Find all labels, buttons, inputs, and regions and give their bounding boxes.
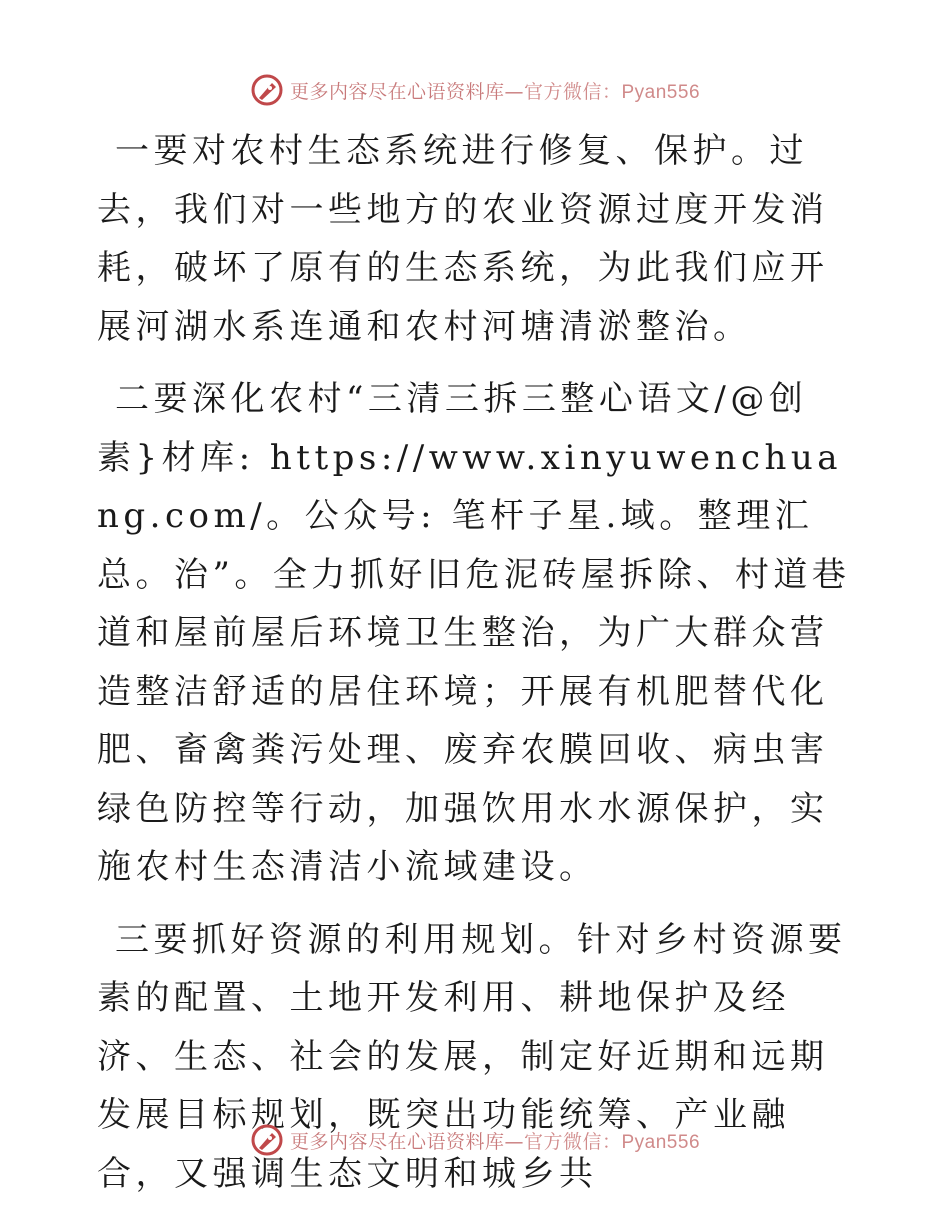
watermark-wechat-id: Pyan556 <box>621 81 701 103</box>
document-body <box>97 122 857 1217</box>
watermark-text <box>290 77 700 104</box>
watermark-main: 更多内容尽在心语资料库 <box>289 1130 505 1153</box>
footer-watermark <box>0 1120 950 1160</box>
pen-nib-logo-icon <box>250 73 284 107</box>
watermark-separator: — <box>504 80 524 103</box>
watermark-wechat-id: Pyan556 <box>621 1131 701 1153</box>
paragraph-3: 三要抓好资源的利用规划。针对乡村资源要素的配置、土地开发利用、耕地保护及经济、生态、社会的发展，制定好近期和远期发展目标规划，既突出功能统筹、产业融合，又强调生态文明和城乡共 <box>97 919 847 1194</box>
watermark-text <box>290 1127 700 1154</box>
watermark-main: 更多内容尽在心语资料库 <box>289 80 505 103</box>
watermark-separator: — <box>504 1130 524 1153</box>
paragraph-2: 二要深化农村“三清三拆三整心语文/@创素}材库: https://www.xinyuwenchuang.com/。公众号: 笔杆子星.域。整理汇总。治”。全力抓好旧危泥砖屋拆除、村道巷道和屋前屋后环境卫生整治，为广大群众营造整洁舒适的居住环境；开展有机肥替代化肥、畜禽粪污处理、废弃农膜回收、病虫害绿色防控等行动，加强饮用水水源保护，实施农村生态清洁小流域建设。 <box>97 379 851 887</box>
watermark-wechat-label: 官方微信： <box>523 80 622 103</box>
paragraph-1: 一要对农村生态系统进行修复、保护。过去，我们对一些地方的农业资源过度开发消耗，破坏了原有的生态系统，为此我们应开展河湖水系连通和农村河塘清淤整治。 <box>97 131 829 347</box>
pen-nib-logo-icon <box>250 1123 284 1157</box>
watermark-wechat-label: 官方微信： <box>523 1130 622 1153</box>
header-watermark <box>0 70 950 110</box>
